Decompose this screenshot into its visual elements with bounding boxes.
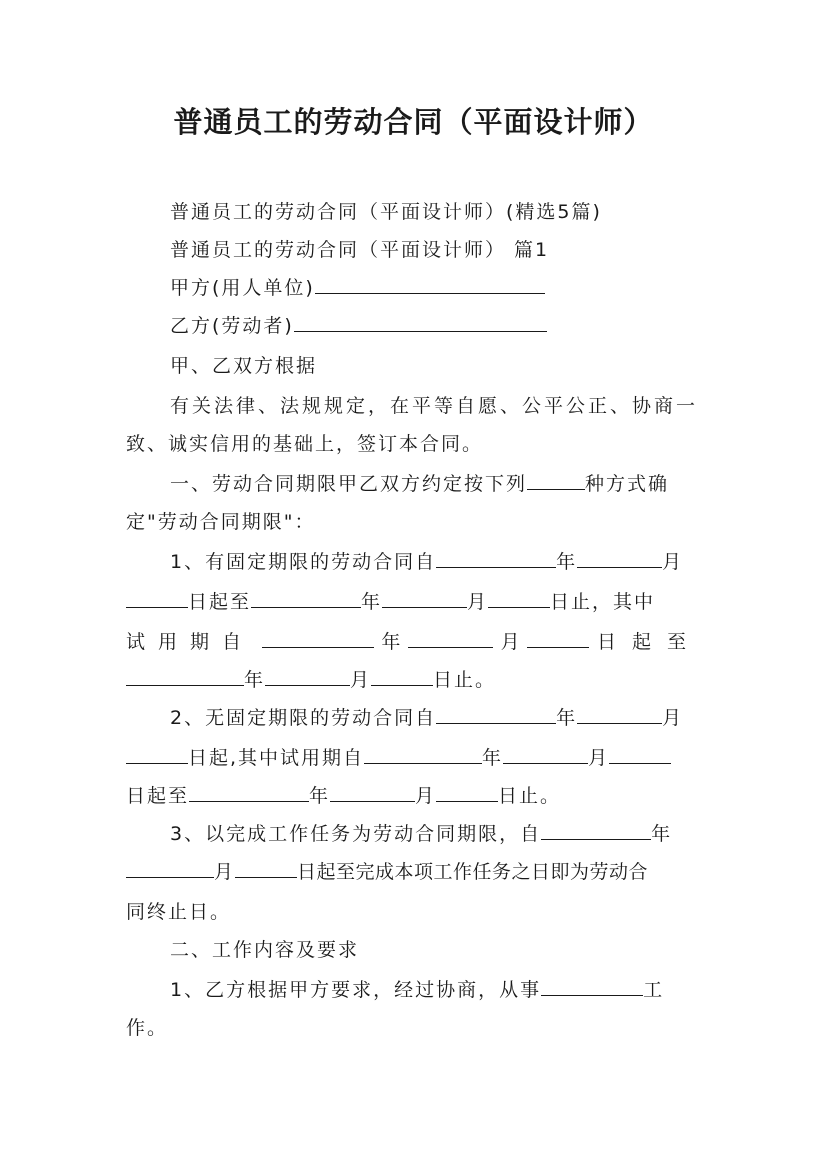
blank[interactable]	[436, 776, 498, 802]
clause-text: 年	[361, 591, 383, 613]
clause-text: 月	[415, 785, 437, 807]
clause-text: 年	[482, 747, 504, 769]
blank[interactable]	[382, 582, 467, 608]
clause-text: 日起至	[188, 591, 252, 613]
clause-text: 种方式确	[585, 473, 670, 495]
blank[interactable]	[262, 622, 374, 648]
blank[interactable]	[503, 738, 588, 764]
blank[interactable]	[126, 852, 214, 878]
subtitle-line: 普通员工的劳动合同（平面设计师）(精选5篇)	[170, 201, 602, 223]
job-blank[interactable]	[541, 970, 643, 996]
blank[interactable]	[189, 776, 309, 802]
task-term-line	[126, 852, 648, 892]
clause-text: 日起至	[126, 785, 190, 807]
clause-1-line	[170, 464, 669, 504]
fixed-term-line	[170, 542, 683, 582]
clause-text: 一、劳动合同期限甲乙双方约定按下列	[170, 473, 528, 495]
blank[interactable]	[364, 738, 482, 764]
clause-text: 日起,其中试用期自	[188, 747, 365, 769]
clause-text: 月	[662, 551, 684, 573]
party-b-line	[170, 306, 547, 346]
clause-text: 2、无固定期限的劳动合同自	[170, 707, 437, 729]
document-title: 普通员工的劳动合同（平面设计师）	[173, 105, 654, 139]
section-heading: 普通员工的劳动合同（平面设计师） 篇1	[170, 239, 550, 261]
clause-text: 工	[643, 979, 665, 1001]
clause-text: 年	[556, 551, 578, 573]
blank[interactable]	[527, 622, 589, 648]
work-content-line	[170, 970, 664, 1010]
clause-text: 年	[244, 669, 266, 691]
blank[interactable]	[541, 814, 651, 840]
clause-text: 月	[500, 631, 520, 653]
party-b-label: 乙方(劳动者)	[170, 315, 294, 337]
open-term-line	[126, 776, 561, 816]
paragraph-text: 甲、乙双方根据	[170, 355, 318, 377]
paragraph-text: 有关法律、法规规定，在平等自愿、公平公正、协商一	[170, 395, 699, 417]
blank[interactable]	[609, 738, 671, 764]
fixed-term-line	[126, 660, 496, 700]
fixed-term-trial-line	[126, 622, 702, 662]
blank[interactable]	[577, 542, 662, 568]
clause-text: 年	[651, 823, 673, 845]
blank[interactable]	[126, 582, 188, 608]
clause-text: 定"劳动合同期限"：	[126, 511, 316, 533]
blank[interactable]	[126, 660, 244, 686]
clause-text: 1、乙方根据甲方要求，经过协商，从事	[170, 979, 542, 1001]
party-a-blank[interactable]	[315, 268, 545, 294]
party-b-blank[interactable]	[294, 306, 547, 332]
open-term-line	[126, 738, 671, 778]
clause-text: 月	[214, 861, 236, 883]
clause-text: 1、有固定期限的劳动合同自	[170, 551, 437, 573]
blank[interactable]	[371, 660, 433, 686]
clause-text: 月	[662, 707, 684, 729]
blank[interactable]	[408, 622, 493, 648]
clause-text: 月	[588, 747, 610, 769]
clause-text: 同终止日。	[126, 901, 232, 923]
open-term-line	[170, 698, 683, 738]
clause-text: 日止。	[433, 669, 497, 691]
blank[interactable]	[577, 698, 662, 724]
method-blank[interactable]	[527, 464, 585, 490]
blank[interactable]	[488, 582, 550, 608]
clause-text: 试用期自	[126, 631, 255, 653]
party-a-label: 甲方(用人单位)	[170, 277, 315, 299]
blank[interactable]	[436, 542, 556, 568]
clause-text: 年	[556, 707, 578, 729]
fixed-term-line	[126, 582, 655, 622]
blank[interactable]	[436, 698, 556, 724]
clause-text: 日止。	[498, 785, 562, 807]
clause-text: 作。	[126, 1017, 169, 1039]
clause-text: 月	[350, 669, 372, 691]
blank[interactable]	[265, 660, 350, 686]
blank[interactable]	[235, 852, 297, 878]
blank[interactable]	[126, 738, 188, 764]
task-term-line	[170, 814, 672, 854]
clause-text: 日起至	[596, 631, 702, 653]
clause-text: 日起至完成本项工作任务之日即为劳动合	[297, 861, 649, 883]
section-2-heading: 二、工作内容及要求	[170, 939, 360, 961]
blank[interactable]	[330, 776, 415, 802]
clause-text: 3、以完成工作任务为劳动合同期限，自	[170, 823, 542, 845]
clause-text: 日止，其中	[550, 591, 656, 613]
blank[interactable]	[251, 582, 361, 608]
clause-text: 年	[309, 785, 331, 807]
party-a-line	[170, 268, 545, 308]
clause-text: 年	[381, 631, 401, 653]
paragraph-text: 致、诚实信用的基础上，签订本合同。	[126, 433, 484, 455]
clause-text: 月	[467, 591, 489, 613]
